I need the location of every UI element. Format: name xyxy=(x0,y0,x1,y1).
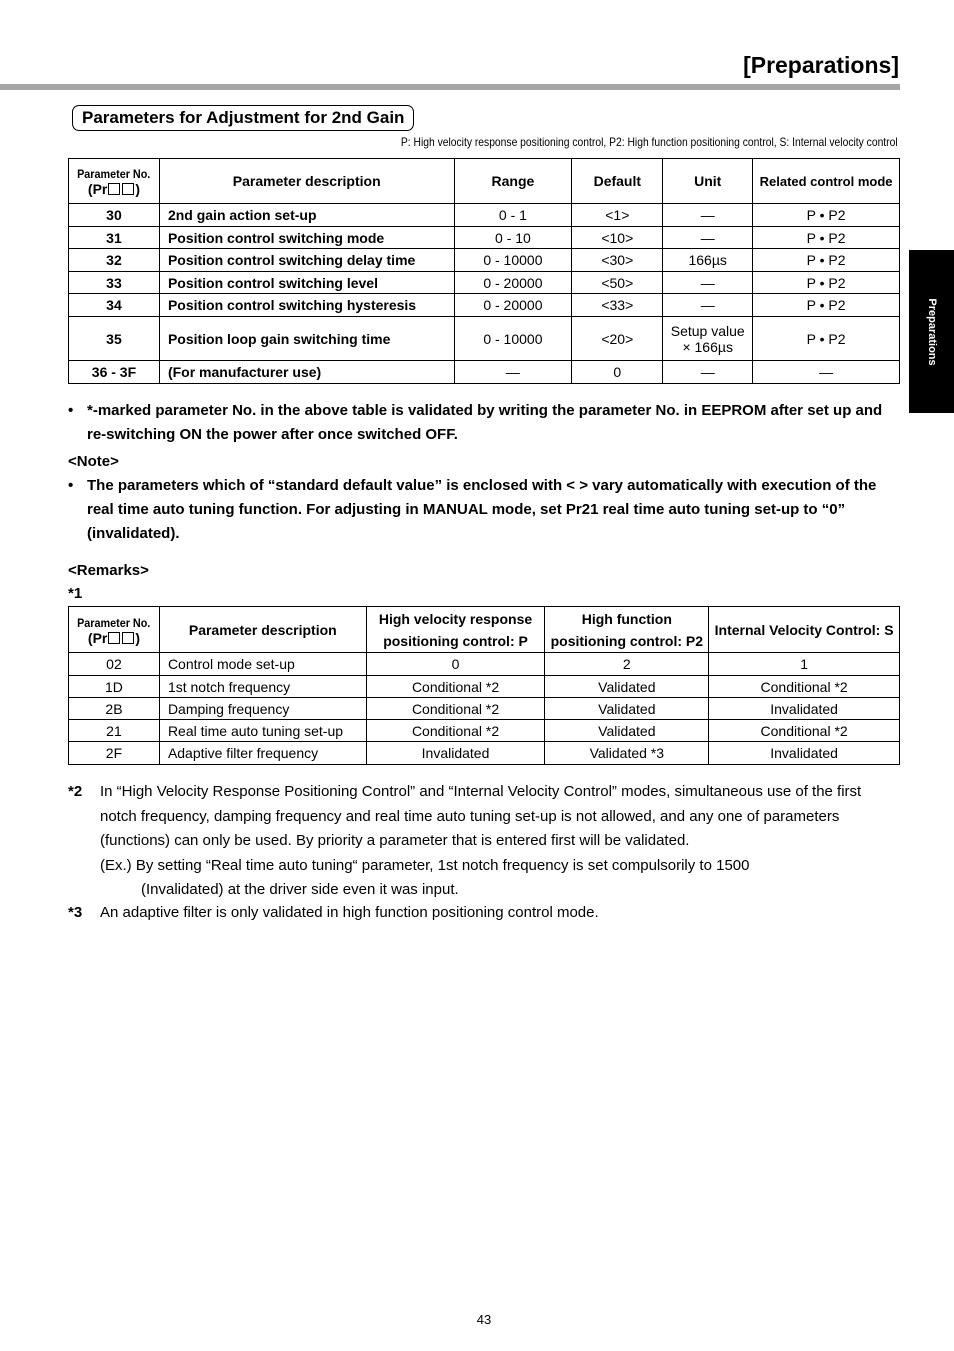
section-title: Parameters for Adjustment for 2nd Gain xyxy=(72,105,414,131)
table-header-row xyxy=(69,159,900,204)
remarks-header-row xyxy=(69,607,900,653)
table-row: 30 2nd gain action set-up 0 - 1 <1> — P • P2 xyxy=(69,204,900,227)
remarks-header-p2: High function positioning control: P2 xyxy=(545,607,709,653)
remarks-header-s: Internal Velocity Control: S xyxy=(709,607,900,653)
box-glyph xyxy=(108,183,120,195)
box-glyph xyxy=(122,632,134,644)
header-rule xyxy=(0,84,900,90)
header-unit: Unit xyxy=(663,159,753,204)
header-description: Parameter description xyxy=(159,159,454,204)
side-tab xyxy=(909,250,954,413)
unit-cell-multiline: Setup value × 166µs xyxy=(663,317,753,361)
remarks-header-p: High velocity response positioning control: P xyxy=(366,607,545,653)
table-row: 2F Adaptive filter frequency Invalidated Validated *3 Invalidated xyxy=(69,742,900,765)
box-glyph xyxy=(108,632,120,644)
table-row: 36 - 3F (For manufacturer use) — 0 — — xyxy=(69,361,900,384)
box-glyph xyxy=(122,183,134,195)
note-label: <Note> xyxy=(68,453,119,470)
table-row: 31 Position control switching mode 0 - 10 <10> — P • P2 xyxy=(69,227,900,249)
control-mode-legend: P: High velocity response positioning control, P2: High function positioning control, S: Internal velocity control xyxy=(401,135,898,149)
table-row: 33 Position control switching level 0 - 20000 <50> — P • P2 xyxy=(69,272,900,294)
header-mode: Related control mode xyxy=(753,159,900,204)
eeprom-note: • *-marked parameter No. in the above table is validated by writing the parameter No. in EEPROM after set up and re-switching ON the power after once switched OFF. xyxy=(68,402,883,443)
header-range: Range xyxy=(454,159,572,204)
header-param-no: Parameter No. (Pr ) xyxy=(69,159,160,204)
remarks-header-description: Parameter description xyxy=(159,607,366,653)
table-row: 2B Damping frequency Conditional *2 Validated Invalidated xyxy=(69,698,900,720)
header-default: Default xyxy=(572,159,663,204)
remarks-label: <Remarks> xyxy=(68,562,149,579)
table-row: 34 Position control switching hysteresis 0 - 20000 <33> — P • P2 xyxy=(69,294,900,317)
parameter-table xyxy=(68,158,900,384)
footnote-3: *3 An adaptive filter is only validated in high function positioning control mode. xyxy=(68,904,599,921)
table-row: 21 Real time auto tuning set-up Conditional *2 Validated Conditional *2 xyxy=(69,720,900,742)
table-row: 1D 1st notch frequency Conditional *2 Validated Conditional *2 xyxy=(69,676,900,698)
remarks-header-param-no: Parameter No. (Pr ) xyxy=(69,607,160,653)
remarks-star1: *1 xyxy=(68,585,83,602)
side-tab-label: Preparations xyxy=(925,297,938,366)
page-number: 43 xyxy=(476,1312,492,1327)
remarks-table xyxy=(68,606,900,765)
note-text: • The parameters which of “standard default value” is enclosed with < > vary automatically with execution of the real time auto tuning function. For adjusting in MANUAL mode, set Pr21 real time auto tuning set-up to “0” (invalidated). xyxy=(68,477,877,542)
table-row: 32 Position control switching delay time 0 - 10000 <30> 166µs P • P2 xyxy=(69,249,900,272)
footnote-2: *2 In “High Velocity Response Positioning Control” and “Internal Velocity Control” modes, simultaneous use of the first notch frequency, damping frequency and real time auto tuning set-up is not allowed, and any one of parameters (functions) can only be used. By priority a parameter that is entered first will be validated. (Ex.) By setting “Real time auto tuning“ parameter, 1st notch frequency is set compulsorily to 1500 (Invalidated) at the driver side even it was input. xyxy=(68,783,862,898)
table-row: 02 Control mode set-up 0 2 1 xyxy=(69,653,900,676)
table-row: 35 Position loop gain switching time 0 - 10000 <20> Setup value × 166µs P • P2 xyxy=(69,317,900,361)
page-header-title: [Preparations] xyxy=(743,52,899,78)
